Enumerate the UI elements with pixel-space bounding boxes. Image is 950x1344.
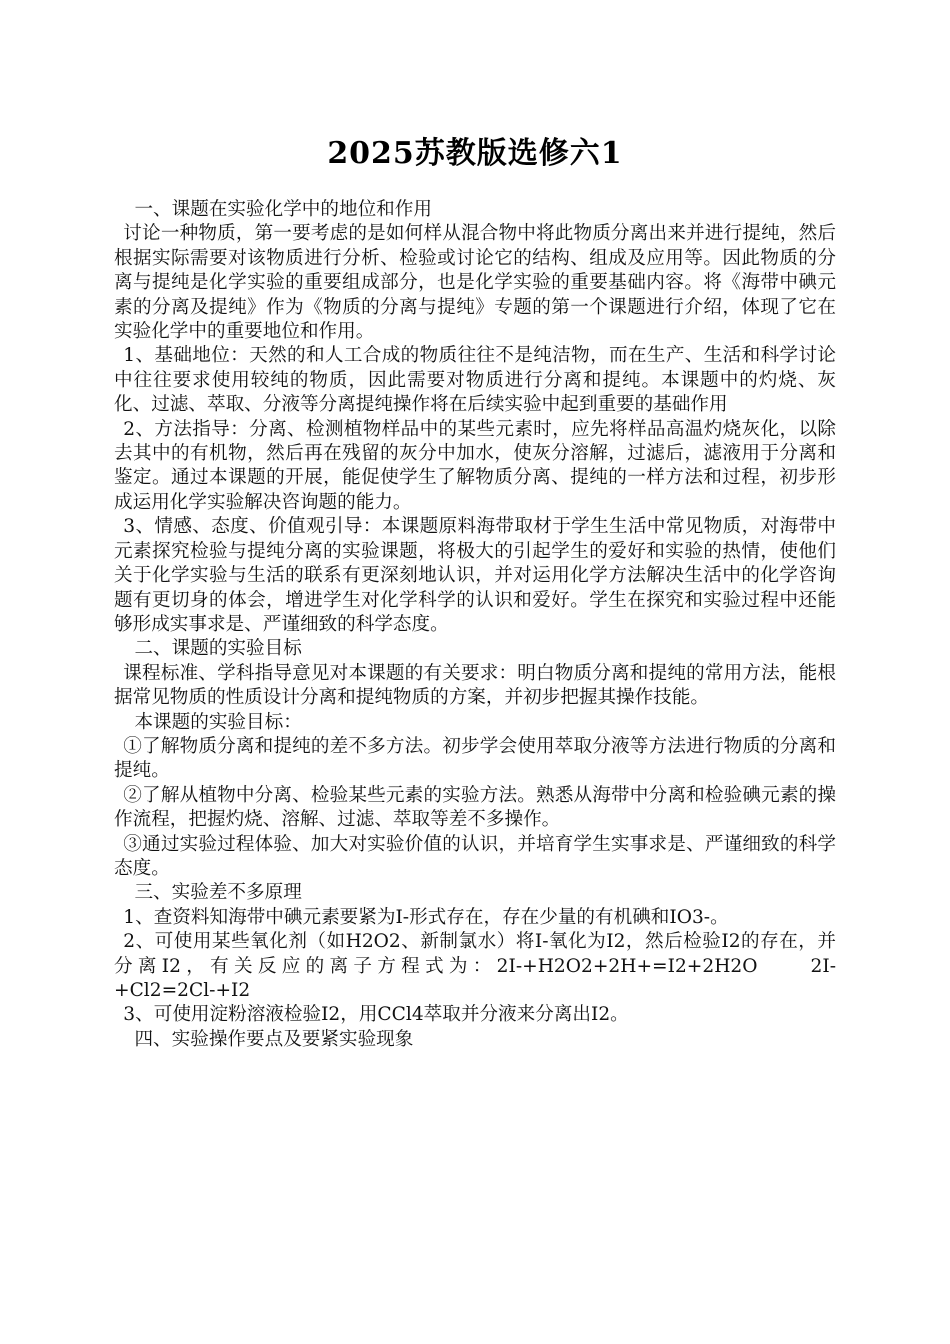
paragraph-attitude-guide: 3、情感、态度、价值观引导：本课题原料海带取材于学生生活中常见物质，对海带中元素探究检验与提纯分离的实验课题，将极大的引起学生的爱好和实验的热情，使他们关于化学实验与生活的联系有更深刻地认识，并对运用化学方法解决生活中的化学咨询题有更切身的体会，增进学生对化学科学的认识和爱好。学生在探究和实验过程中还能够形成实事求是、严谨细致的科学态度。 (114, 516, 836, 635)
goal-item-3: ③通过实验过程体验、加大对实验价值的认识，并培育学生实事求是、严谨细致的科学态度。 (114, 833, 836, 879)
principle-item-2: 2、可使用某些氧化剂（如H2O2、新制氯水）将I-氧化为I2，然后检验I2的存在，并分离I2，有关反应的离子方程式为：2I-+H2O2+2H+=I2+2H2O 2I-+Cl2=2Cl-+I2 (114, 931, 836, 1001)
section-heading-1: 一、课题在实验化学中的地位和作用 (134, 199, 432, 220)
section-heading-2: 二、课题的实验目标 (134, 638, 302, 660)
paragraph-basic-status: 1、基础地位：天然的和人工合成的物质往往不是纯洁物，而在生产、生活和科学讨论中往往要求使用较纯的物质，因此需要对物质进行分离和提纯。本课题中的灼烧、灰化、过滤、萃取、分液等分离提纯操作将在后续实验中起到重要的基础作用 (114, 345, 836, 416)
goal-item-2: ②了解从植物中分离、检验某些元素的实验方法。熟悉从海带中分离和检验碘元素的操作流程，把握灼烧、溶解、过滤、萃取等差不多操作。 (114, 784, 836, 831)
goal-item-1: ①了解物质分离和提纯的差不多方法。初步学会使用萃取分液等方法进行物质的分离和提纯。 (114, 735, 836, 782)
paragraph-intro: 讨论一种物质，第一要考虑的是如何样从混合物中将此物质分离出来并进行提纯，然后根据实际需要对该物质进行分析、检验或讨论它的结构、组成及应用等。因此物质的分离与提纯是化学实验的重要组成部分，也是化学实验的重要基础内容。将《海带中碘元素的分离及提纯》作为《物质的分离与提纯》专题的第一个课题进行介绍，体现了它在实验化学中的重要地位和作用。 (114, 223, 836, 343)
subheading-goals: 本课题的实验目标： (134, 711, 302, 733)
paragraph-method-guide: 2、方法指导：分离、检测植物样品中的某些元素时，应先将样品高温灼烧灰化，以除去其中的有机物，然后再在残留的灰分中加水，使灰分溶解，过滤后，滤液用于分离和鉴定。通过本课题的开展，能促使学生了解物质分离、提纯的一样方法和过程，初步形成运用化学实验解决咨询题的能力。 (114, 418, 836, 513)
section-heading-3: 三、实验差不多原理 (134, 882, 302, 904)
document-title: 2025苏教版选修六1 (327, 136, 623, 171)
principle-item-1: 1、查资料知海带中碘元素要紧为I-形式存在，存在少量的有机碘和IO3-。 (123, 906, 729, 928)
document-body (114, 198, 836, 1052)
section-heading-4: 四、实验操作要点及要紧实验现象 (134, 1028, 414, 1050)
paragraph-curriculum: 课程标准、学科指导意见对本课题的有关要求：明白物质分离和提纯的常用方法，能根据常见物质的性质设计分离和提纯物质的方案，并初步把握其操作技能。 (114, 662, 836, 709)
principle-item-3: 3、可使用淀粉溶液检验I2，用CCl4萃取并分液来分离出I2。 (123, 1004, 629, 1026)
